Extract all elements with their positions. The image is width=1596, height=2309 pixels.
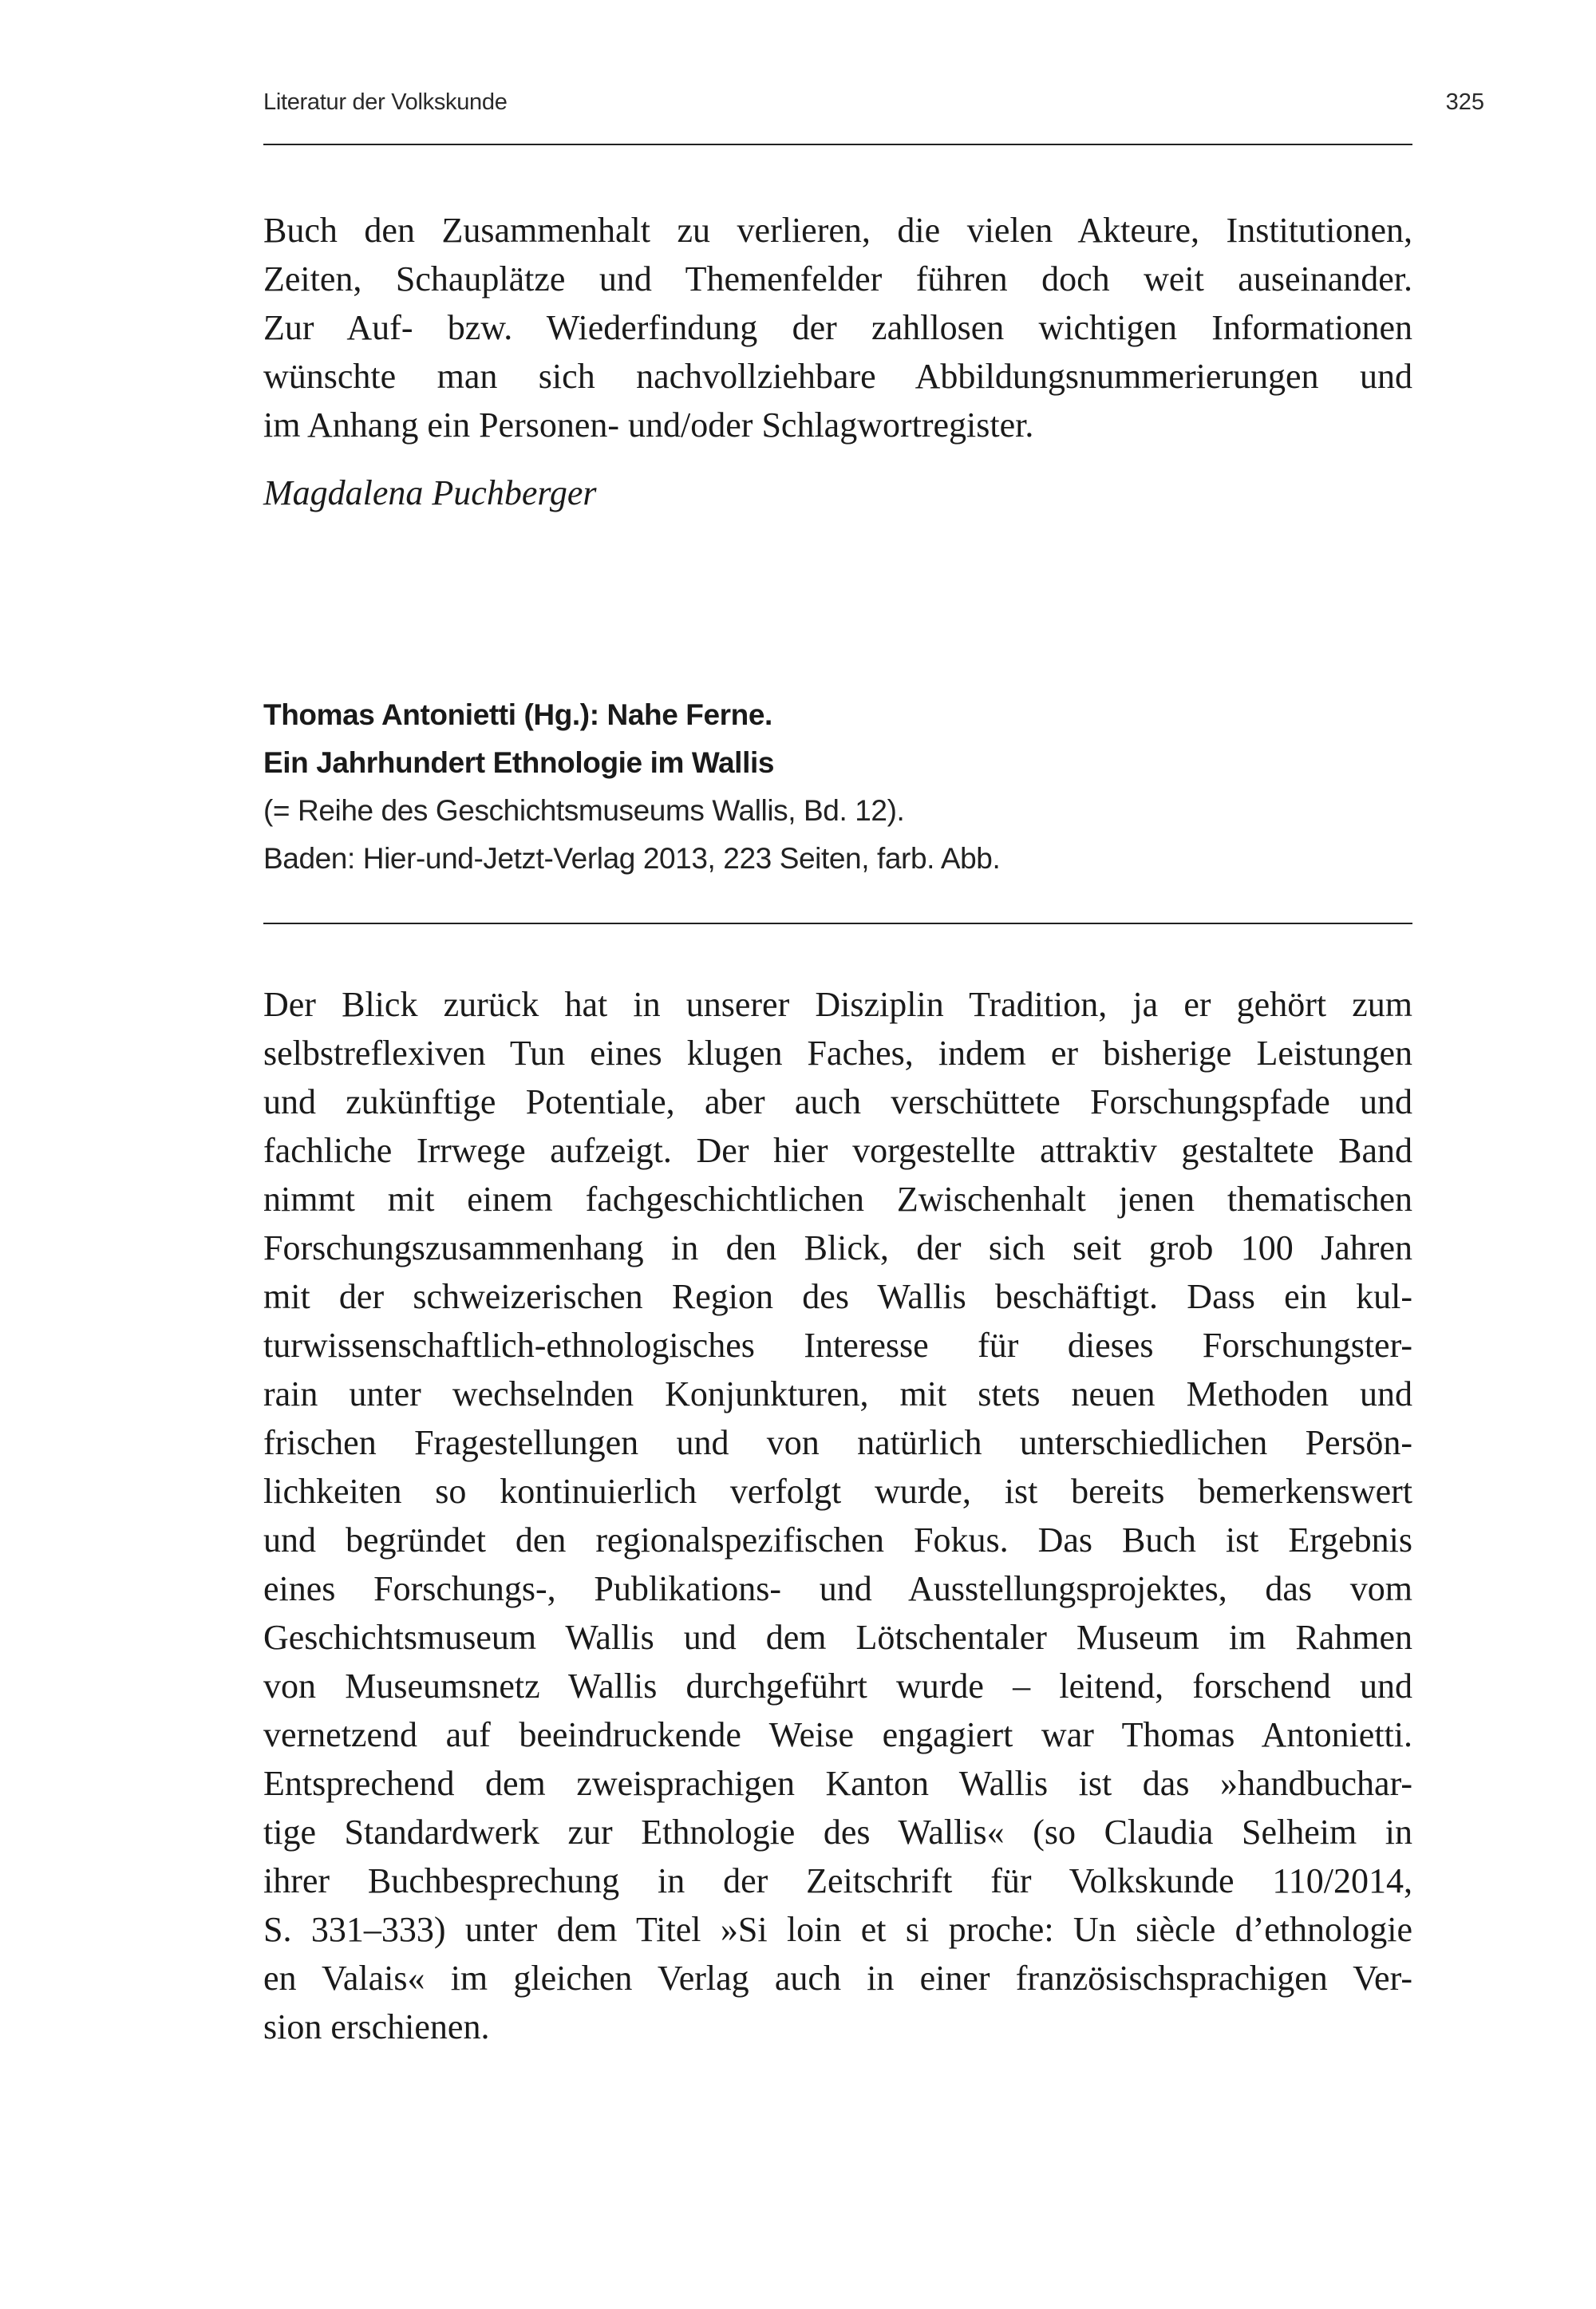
text-line: Zur Auf- bzw. Wiederfindung der zahllosen wichtigen Informationen: [263, 308, 1412, 347]
reviewer-signature: Magdalena Puchberger: [263, 473, 597, 512]
running-title: Literatur der Volkskunde: [263, 89, 508, 115]
text-line: vernetzend auf beeindruckende Weise engagiert war Thomas Antonietti.: [263, 1715, 1412, 1754]
text-line: tige Standardwerk zur Ethnologie des Wallis« (so Claudia Selheim in: [263, 1813, 1412, 1852]
book-series: (= Reihe des Geschichtsmuseums Wallis, Bd. 12).: [263, 794, 905, 827]
text-line: rain unter wechselnden Konjunkturen, mit stets neuen Methoden und: [263, 1374, 1412, 1413]
text-line: sion erschienen.: [263, 2007, 490, 2046]
text-line: Buch den Zusammenhalt zu verlieren, die vielen Akteure, Institutionen,: [263, 211, 1412, 250]
text-line: und zukünftige Potentiale, aber auch verschüttete Forschungspfade und: [263, 1082, 1412, 1121]
text-line: Forschungszusammenhang in den Blick, der sich seit grob 100 Jahren: [263, 1228, 1412, 1267]
text-line: nimmt mit einem fachgeschichtlichen Zwischenhalt jenen thematischen: [263, 1180, 1412, 1219]
book-title-line-1: Thomas Antonietti (Hg.): Nahe Ferne.: [263, 698, 772, 731]
book-title-line-2: Ein Jahrhundert Ethnologie im Wallis: [263, 746, 775, 779]
text-line: S. 331–333) unter dem Titel »Si loin et si proche: Un siècle d’ethnologie: [263, 1910, 1412, 1949]
text-line: en Valais« im gleichen Verlag auch in einer französischsprachigen Ver-: [263, 1959, 1412, 1998]
entry-divider-rule: [263, 923, 1412, 924]
book-bibliographic-entry: [263, 691, 1412, 883]
book-publication-info: Baden: Hier-und-Jetzt-Verlag 2013, 223 Seiten, farb. Abb.: [263, 842, 1001, 875]
header-rule: [263, 144, 1412, 145]
text-line: selbstreflexiven Tun eines klugen Faches, indem er bisherige Leistungen: [263, 1034, 1412, 1073]
text-line: und begründet den regionalspezifischen Fokus. Das Buch ist Ergebnis: [263, 1520, 1412, 1560]
text-line: mit der schweizerischen Region des Wallis beschäftigt. Dass ein kul-: [263, 1277, 1412, 1316]
text-line: eines Forschungs-, Publikations- und Ausstellungsprojektes, das vom: [263, 1569, 1412, 1608]
review-body-paragraph: [263, 980, 1412, 2051]
text-line: im Anhang ein Personen- und/oder Schlagwortregister.: [263, 405, 1034, 445]
text-line: fachliche Irrwege aufzeigt. Der hier vorgestellte attraktiv gestaltete Band: [263, 1131, 1412, 1170]
text-line: lichkeiten so kontinuierlich verfolgt wurde, ist bereits bemerkenswert: [263, 1472, 1412, 1511]
text-line: Der Blick zurück hat in unserer Disziplin Tradition, ja er gehört zum: [263, 985, 1412, 1024]
page-number: 325: [1445, 89, 1484, 115]
text-line: frischen Fragestellungen und von natürlich unterschiedlichen Persön-: [263, 1423, 1412, 1462]
text-line: ihrer Buchbesprechung in der Zeitschrift für Volkskunde 110/2014,: [263, 1861, 1412, 1900]
text-line: Entsprechend dem zweisprachigen Kanton Wallis ist das »handbuchar-: [263, 1764, 1412, 1803]
previous-review-paragraph: [263, 206, 1412, 449]
text-line: turwissenschaftlich-ethnologisches Interesse für dieses Forschungster-: [263, 1326, 1412, 1365]
text-line: von Museumsnetz Wallis durchgeführt wurde – leitend, forschend und: [263, 1667, 1412, 1706]
text-line: Zeiten, Schauplätze und Themenfelder führen doch weit auseinander.: [263, 259, 1412, 299]
text-line: wünschte man sich nachvollziehbare Abbildungsnummerierungen und: [263, 357, 1412, 396]
text-line: Geschichtsmuseum Wallis und dem Lötschentaler Museum im Rahmen: [263, 1618, 1412, 1657]
